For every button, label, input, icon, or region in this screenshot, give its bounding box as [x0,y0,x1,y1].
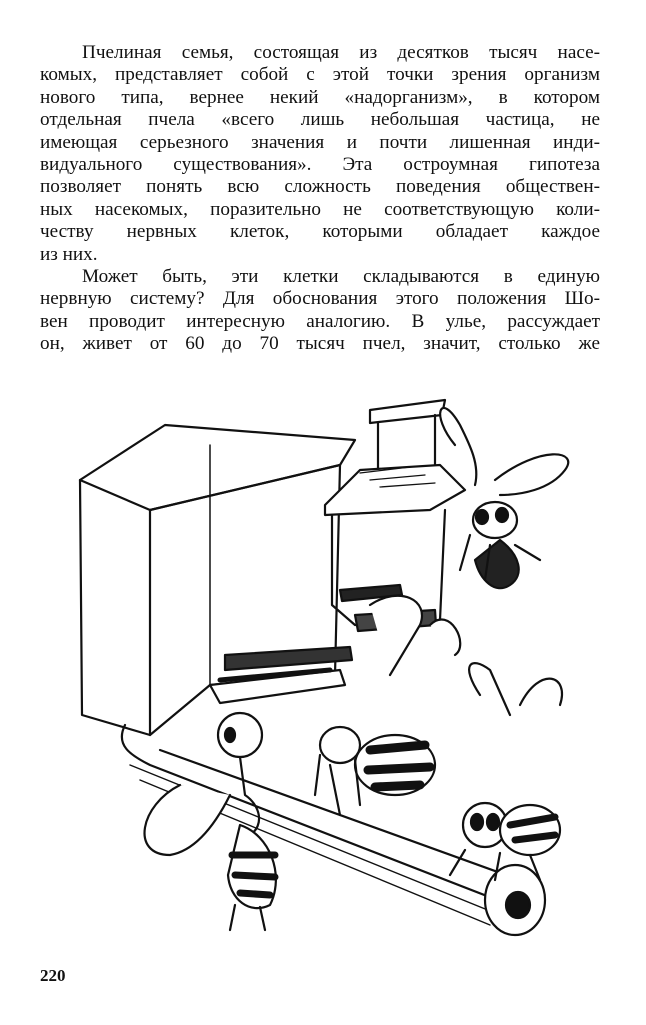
text-line: позволяет понять всю сложность поведения обществен- [40,176,600,198]
text-line: нового типа, вернее некий «надорганизм», в котором [40,86,600,108]
text-line: Может быть, эти клетки складываются в единую [82,265,600,287]
large-hive-drawing [80,425,355,735]
text-line: комых, представляет собой с этой точки зрения организм [40,64,600,86]
text-line: нервную систему? Для обоснования этого положения Шо- [40,288,600,310]
text-line: ных насекомых, поразительно не соответствующую коли- [40,198,600,220]
page-number: 220 [40,966,66,985]
flying-bee-drawing [440,408,568,588]
text-line: видуального существования». Эта остроумная гипотеза [40,153,600,175]
text-line: из них. [40,243,98,265]
text-line: вен проводит интересную аналогию. В улье, рассуждает [40,310,600,332]
body-text [40,42,600,355]
beehive-illustration [70,385,590,940]
text-line: имеющая серьезного значения и почти лишенная инди- [40,131,600,153]
text-line: Пчелиная семья, состоящая из десятков тысяч насе- [82,42,600,63]
text-line: он, живет от 60 до 70 тысяч пчел, значит, столько же [40,333,600,355]
text-line: отдельная пчела «всего лишь небольшая частица, не [40,109,600,131]
text-line: честву нервных клеток, которыми обладает каждое [40,221,600,243]
